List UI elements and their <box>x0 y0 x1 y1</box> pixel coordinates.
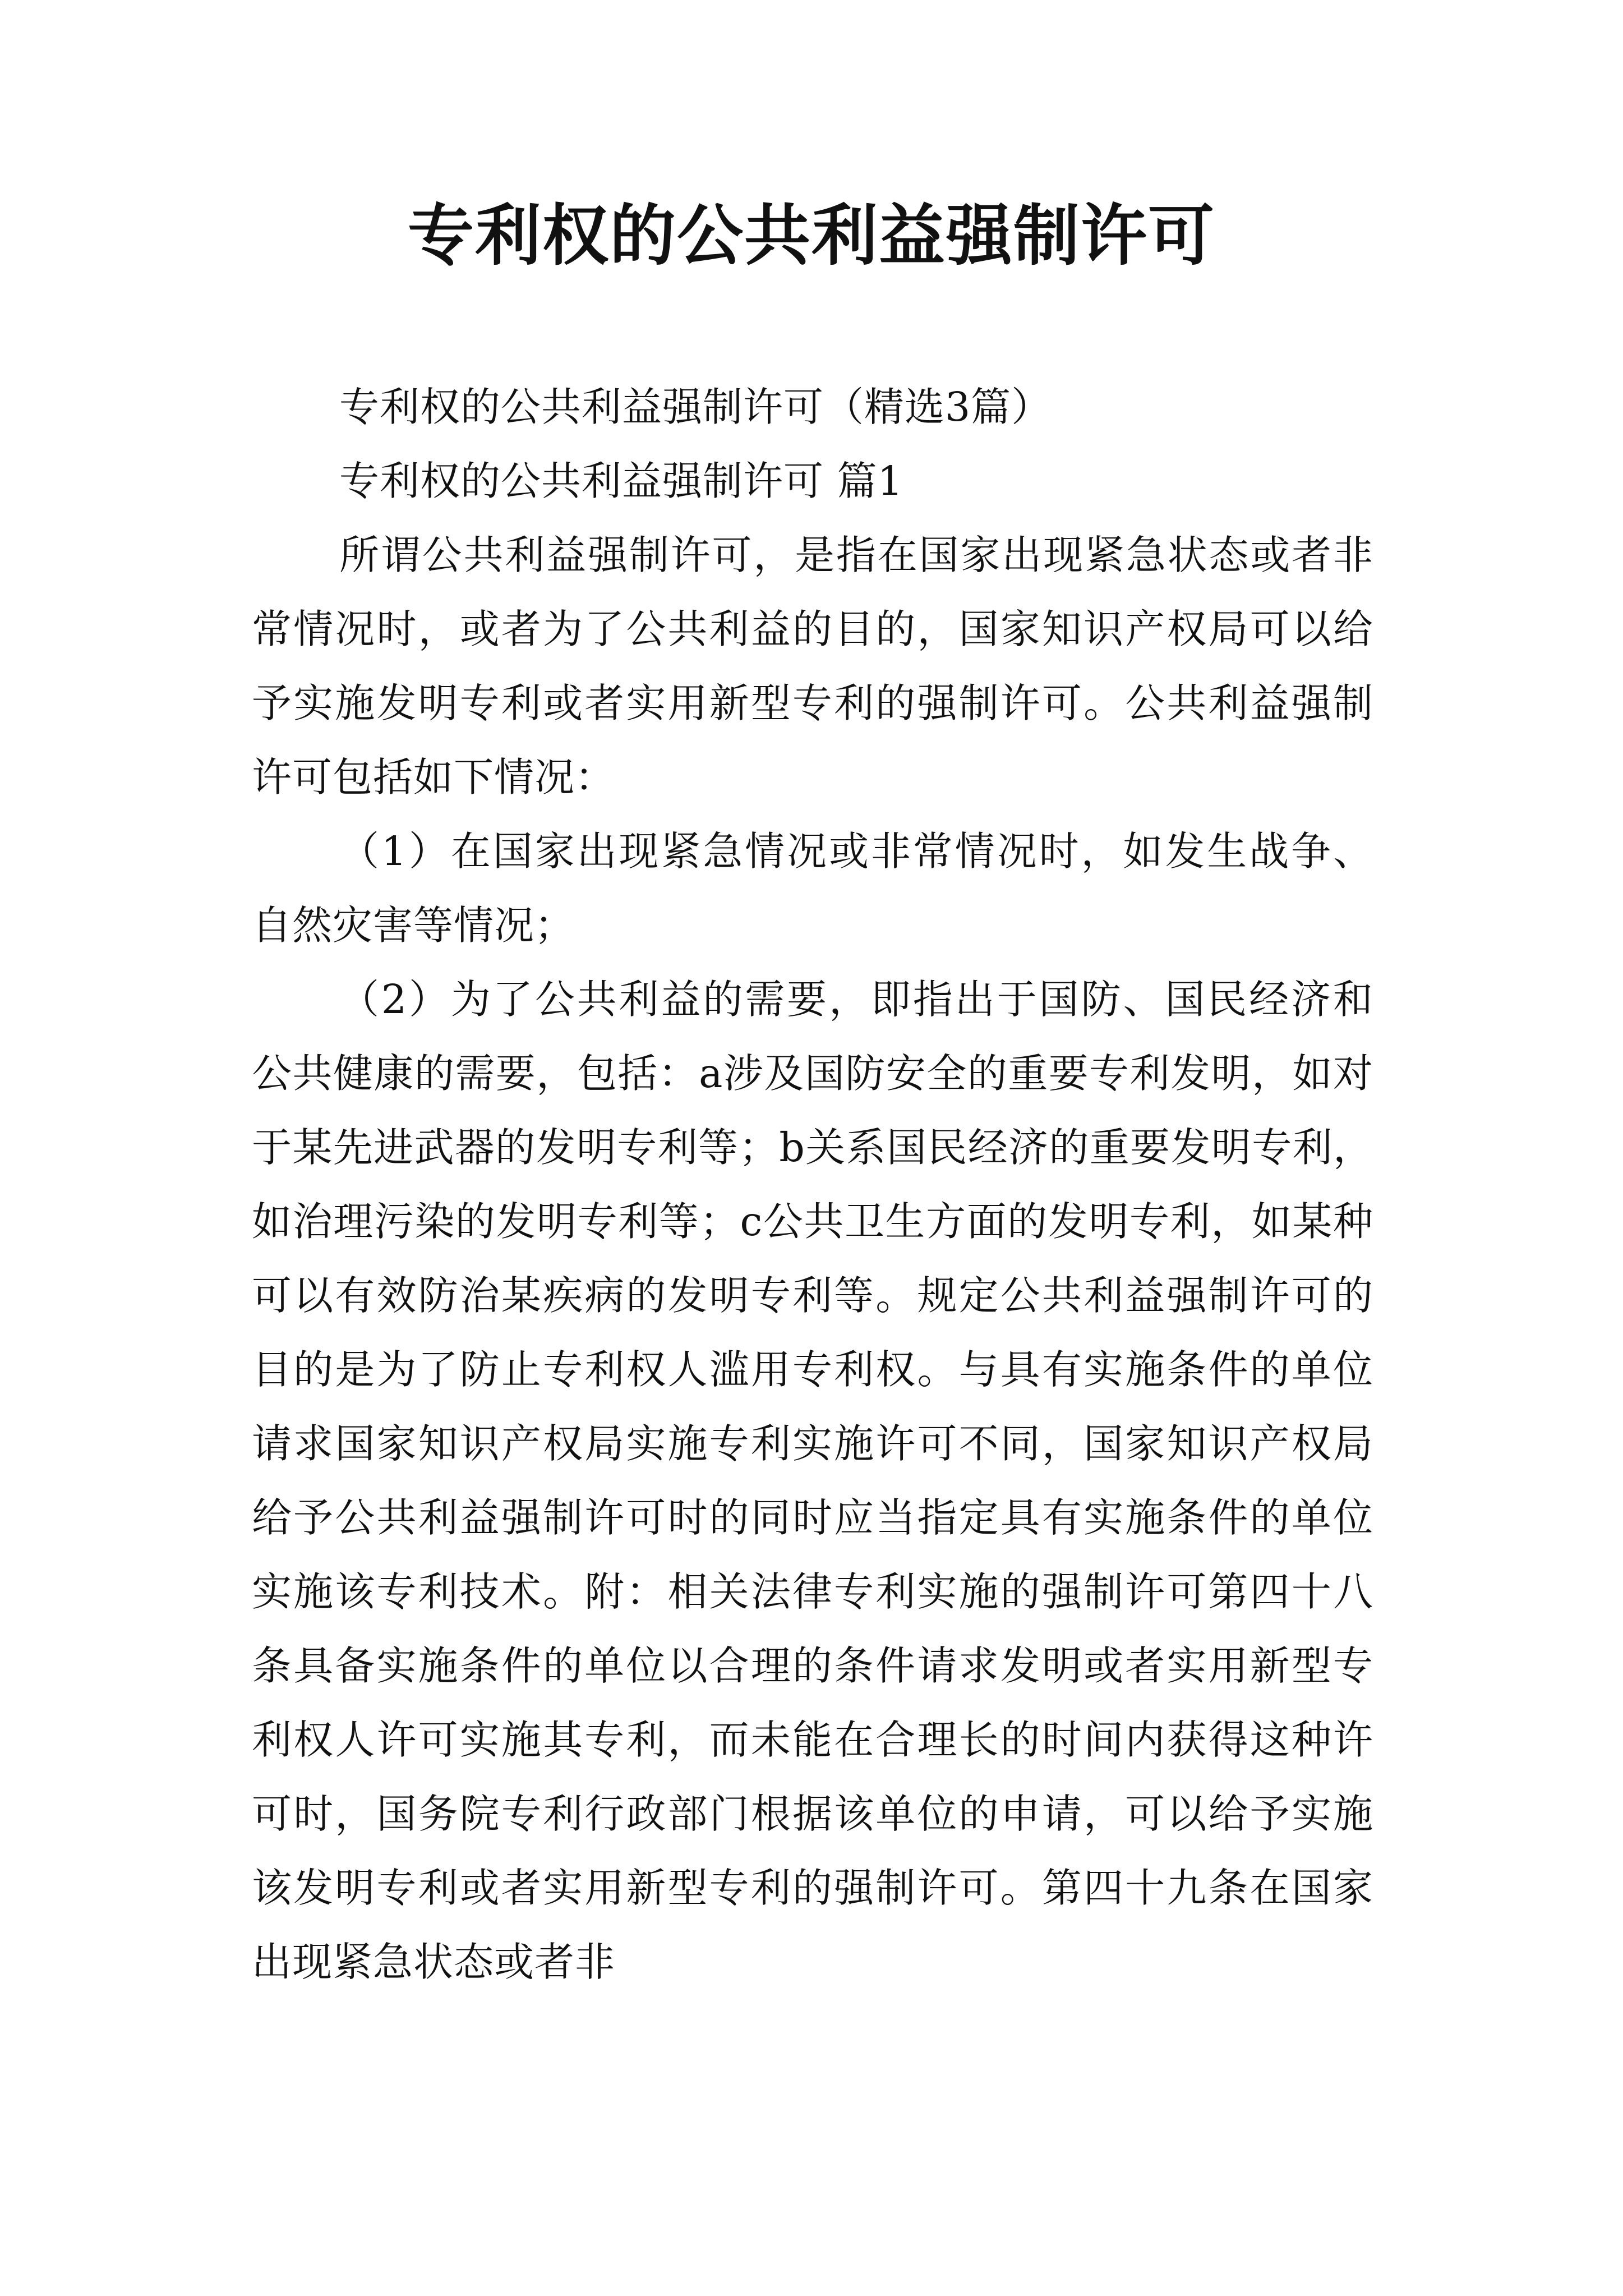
paragraph-section-heading: 专利权的公共利益强制许可 篇1 <box>339 458 903 504</box>
document-title: 专利权的公共利益强制许可 <box>407 196 1215 274</box>
paragraph-subtitle: 专利权的公共利益强制许可（精选3篇） <box>339 384 1052 430</box>
paragraph-definition: 所谓公共利益强制许可，是指在国家出现紧急状态或者非常情况时，或者为了公共利益的目的，国家知识产权局可以给予实施发明专利或者实用新型专利的强制许可。公共利益强制许可包括如下情况： <box>252 532 1373 800</box>
paragraph-item-1: （1）在国家出现紧急情况或非常情况时，如发生战争、自然灾害等情况； <box>252 828 1373 949</box>
paragraph-item-2: （2）为了公共利益的需要，即指出于国防、国民经济和公共健康的需要，包括：a涉及国防安全的重要专利发明，如对于某先进武器的发明专利等；b关系国民经济的重要发明专利，如治理污染的发明专利等；c公共卫生方面的发明专利，如某种可以有效防治某疾病的发明专利等。规定公共利益强制许可的目的是为了防止专利权人滥用专利权。与具有实施条件的单位请求国家知识产权局实施专利实施许可不同，国家知识产权局给予公共利益强制许可时的同时应当指定具有实施条件的单位实施该专利技术。附：相关法律专利实施的强制许可第四十八条具备实施条件的单位以合理的条件请求发明或者实用新型专利权人许可实施其专利，而未能在合理长的时间内获得这种许可时，国务院专利行政部门根据该单位的申请，可以给予实施该发明专利或者实用新型专利的强制许可。第四十九条在国家出现紧急状态或者非 <box>252 976 1373 1985</box>
document-body <box>252 370 1373 1999</box>
